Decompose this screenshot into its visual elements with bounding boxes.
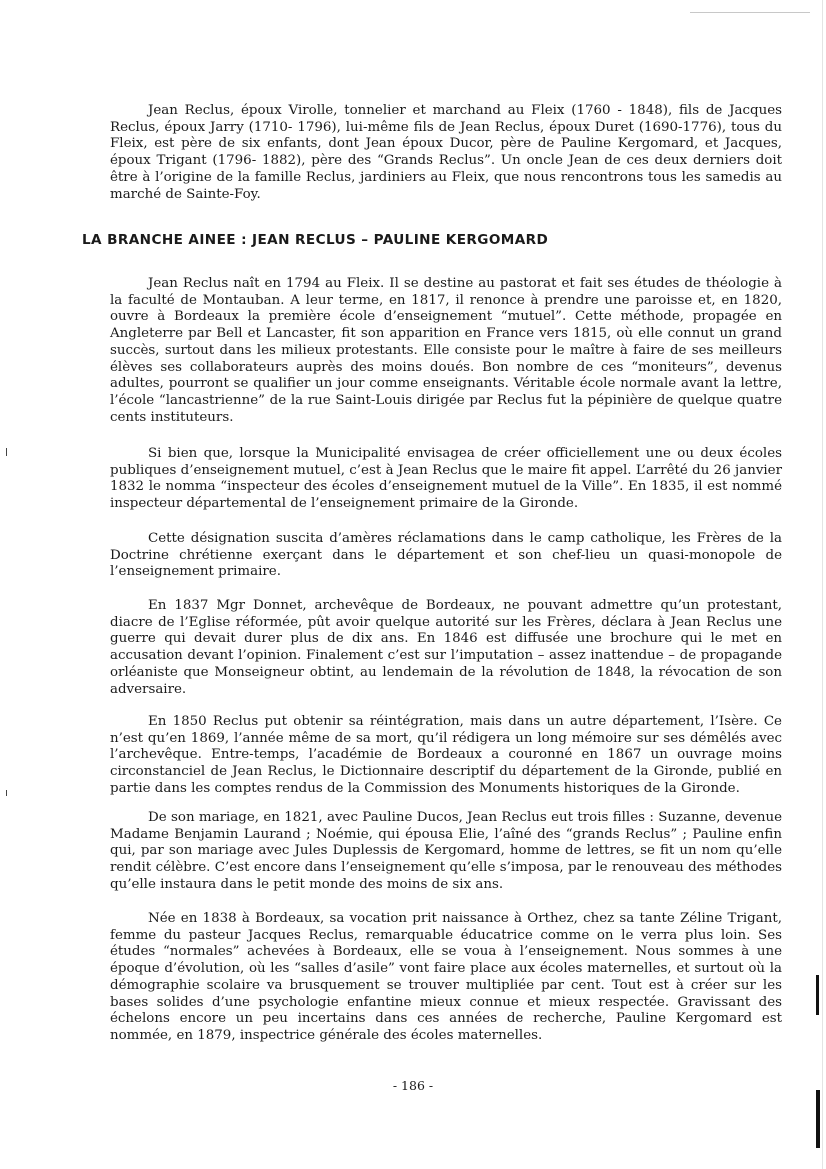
body-paragraph [110,276,782,426]
scan-edge-line [690,12,810,13]
paragraph-text: En 1837 Mgr Donnet, archevêque de Bordeaux, ne pouvant admettre qu’un protestant, diacre de l’Eglise réformée, pût avoir quelque autorité sur les Frères, déclara à Jean Reclus une guerre qui devait durer plus de dix ans. En 1846 est diffusée une brochure qui le met en accusation devant l’opinion. Finalement c’est sur l’imputation – assez inattendue – de propagande orléaniste que Monseigneur obtint, au lendemain de la révolution de 1848, la révocation de son adversaire. [110,598,782,697]
scan-right-border [822,0,823,1169]
body-paragraph [110,911,782,1045]
paragraph-text: En 1850 Reclus put obtenir sa réintégration, mais dans un autre département, l’Isère. Ce n’est qu’en 1869, l’année même de sa mort, qu’il rédigera un long mémoire sur ses démêlés avec l’archevêque. Entre-temps, l’académie de Bordeaux a couronné en 1867 un ouvrage moins circonstanciel de Jean Reclus, le Dictionnaire descriptif du département de la Gironde, publié en partie dans les comptes rendus de la Commission des Monuments historiques de la Gironde. [110,714,782,796]
scan-edge-mark [816,975,819,1015]
paragraph-text: Si bien que, lorsque la Municipalité envisagea de créer officiellement une ou deux écoles publiques d’enseignement mutuel, c’est à Jean Reclus que le maire fit appel. L’arrêté du 26 janvier 1832 le nomma “inspecteur des écoles d’enseignement mutuel de la Ville”. En 1835, il est nommé inspecteur départemental de l’enseignement primaire de la Gironde. [110,446,782,512]
intro-paragraph [110,103,782,203]
scan-edge-mark [816,1090,820,1148]
paragraph-text: Cette désignation suscita d’amères réclamations dans le camp catholique, les Frères de la Doctrine chrétienne exerçant dans le département et son chef-lieu un quasi-monopole de l’enseignement primaire. [110,531,782,580]
paragraph-text: De son mariage, en 1821, avec Pauline Ducos, Jean Reclus eut trois filles : Suzanne, devenue Madame Benjamin Laurand ; Noémie, qui épousa Elie, l’aîné des “grands Reclus” ; Pauline enfin qui, par son mariage avec Jules Duplessis de Kergomard, homme de lettres, se fit un nom qu’elle rendit célèbre. C’est encore dans l’enseignement qu’elle s’imposa, par le renouveau des méthodes qu’elle instaura dans le petit monde des moins de six ans. [110,810,782,892]
intro-paragraph-text: Jean Reclus, époux Virolle, tonnelier et marchand au Fleix (1760 - 1848), fils de Jacques Reclus, époux Jarry (1710- 1796), lui-même fils de Jean Reclus, époux Duret (1690-1776), tous du Fleix, est père de six enfants, dont Jean époux Ducor, père de Pauline Kergomard, et Jacques, époux Trigant (1796- 1882), père des “Grands Reclus”. Un oncle Jean de ces deux derniers doit être à l’origine de la famille Reclus, jardiniers au Fleix, que nous rencontrons tous les samedis au marché de Sainte-Foy. [110,103,782,202]
paragraph-text: Jean Reclus naît en 1794 au Fleix. Il se destine au pastorat et fait ses études de théologie à la faculté de Montauban. A leur terme, en 1817, il renonce à prendre une paroisse et, en 1820, ouvre à Bordeaux la première école d’enseignement “mutuel”. Cette méthode, propagée en Angleterre par Bell et Lancaster, fit son apparition en France vers 1815, où elle connut un grand succès, surtout dans les milieux protestants. Elle consiste pour le maître à faire de ses meilleurs élèves ses collaborateurs auprès des moins doués. Bon nombre de ces “moniteurs”, devenus adultes, pourront se qualifier un jour comme enseignants. Véritable école normale avant la lettre, l’école “lancastrienne” de la rue Saint-Louis dirigée par Reclus fut la pépinière de quelque quatre cents instituteurs. [110,276,782,425]
section-heading: LA BRANCHE AINEE : JEAN RECLUS – PAULINE KERGOMARD [82,232,549,248]
scan-speck [6,790,7,796]
body-paragraph [110,446,782,513]
body-paragraph [110,598,782,698]
page-number: - 186 - [392,1078,434,1093]
body-paragraph [110,531,782,581]
paragraph-text: Née en 1838 à Bordeaux, sa vocation prit naissance à Orthez, chez sa tante Zéline Trigant, femme du pasteur Jacques Reclus, remarquable éducatrice comme on le verra plus loin. Ses études “normales” achevées à Bordeaux, elle se voua à l’enseignement. Nous sommes à une époque d’évolution, où les “salles d’asile” vont faire place aux écoles maternelles, et surtout où la démographie scolaire va brusquement se trouver multipliée par cent. Tout est à créer sur les bases solides d’une psychologie enfantine mieux connue et mieux respectée. Gravissant des échelons encore un peu incertains dans ces années de recherche, Pauline Kergomard est nommée, en 1879, inspectrice générale des écoles maternelles. [110,911,782,1043]
body-paragraph [110,714,782,798]
scan-speck [6,448,7,456]
body-paragraph [110,810,782,894]
